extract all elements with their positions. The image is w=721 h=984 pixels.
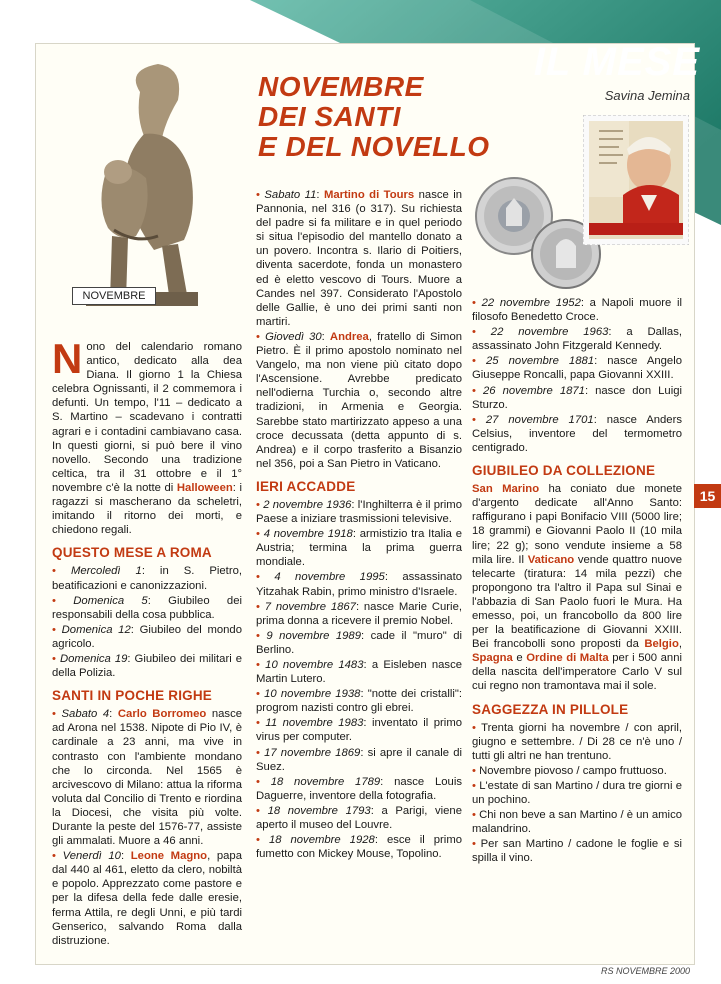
proverb-text: Per san Martino / cadone le foglie e si spilla il vino. — [472, 838, 683, 865]
list-item: • 9 novembre 1989: cade il "muro" di Berlino. — [256, 629, 463, 656]
item-date: Venerdì 10 — [62, 850, 121, 863]
item-text: : Giubileo dei responsabili della cosa pubblica. — [52, 594, 242, 621]
item-text: : a Eisleben nasce Martin Lutero. — [256, 659, 462, 686]
headline-line: NOVEMBRE — [258, 71, 424, 102]
page-number-tab: 15 — [694, 484, 721, 508]
paragraph-text: ha coniato due monete d'argento dedicate all'Anno Santo: raffigurano i papi Bonifacio VIII (5000 lire; 18 grammi) e Giovanni Paolo II (10 mila lire; 22 g); sono vendute insieme a 58 mila lire. Il — [472, 483, 682, 566]
item-date: 18 novembre 1789 — [270, 775, 381, 788]
headline-line: DEI SANTI — [258, 101, 401, 132]
list-item: • Sabato 4: Carlo Borromeo nasce ad Arona nel 1538. Nipote di Pio IV, è cardinale a 23 anni, ma vive in contrasto con l'ambiente mondano che lo circonda. Nel 1565 è arcivescovo di Milano: attua la riforma voluta dal Concilio di Trento e riordina la Diocesi, che visita più volte. Durante la peste del 1576-77, assiste gli ammalati. Muore a 46 anni. — [52, 708, 242, 848]
item-date: 2 novembre 1936 — [263, 498, 352, 511]
list-item: • 18 novembre 1793: a Parigi, viene aperto il museo del Louvre. — [256, 804, 462, 832]
item-date: 27 novembre 1701 — [485, 413, 594, 426]
item-date: 22 novembre 1963 — [490, 326, 609, 339]
dropcap: N — [52, 335, 83, 382]
headline-line: E DEL NOVELLO — [258, 131, 490, 162]
keyword: Belgio — [644, 638, 679, 651]
item-text: : nasce don Luigi Sturzo. — [472, 384, 683, 411]
heading-ieri-accadde: IERI ACCADDE — [256, 478, 356, 494]
item-text: : a Dallas, assassinato John Fitzgerald Kennedy. — [472, 326, 683, 353]
list-item: • Venerdì 10: Leone Magno, papa dal 440 al 461, eletto da clero, nobiltà e popolo. Apprezzato come pastore e per la difesa della fede dalle eresie, ferma Attila, re degli Unni, e più tardi Genserico, salvando Roma dalla distruzione. — [52, 850, 242, 947]
item-text: , papa dal 440 al 461, eletto da clero, nobiltà e popolo. Apprezzato come pastore e per la difesa della fede dalle eresie, ferma Attila, re degli Unni, e più tardi Genserico, salvando Roma dalla distruzione. — [52, 850, 242, 947]
item-date: 25 novembre 1881 — [486, 355, 595, 368]
section-title: IL MESE — [533, 40, 700, 84]
proverb-text: Novembre piovoso / campo fruttuoso. — [479, 764, 667, 777]
item-text: : a Parigi, viene aperto il museo del Louvre. — [256, 804, 462, 832]
item-text: : in S. Pietro, beatificazioni e canonizzazioni. — [52, 565, 243, 592]
item-text: : a Napoli muore il filosofo Benedetto Croce. — [472, 297, 682, 324]
item-date: 22 novembre 1952 — [481, 297, 581, 309]
item-date: 7 novembre 1867 — [264, 600, 356, 613]
item-date: Mercoledì 1 — [70, 565, 142, 578]
proverb-item: • L'estate di san Martino / dura tre giorni e un pochino. — [472, 780, 683, 807]
page-footer: RS NOVEMBRE 2000 — [600, 966, 690, 976]
article-headline — [258, 72, 528, 162]
intro-paragraph — [52, 335, 242, 537]
list-item: • 22 novembre 1952: a Napoli muore il filosofo Benedetto Croce. — [472, 297, 682, 324]
saint-name: Carlo Borromeo — [117, 708, 207, 721]
proverb-item: • Novembre piovoso / campo fruttuoso. — [472, 764, 667, 777]
heading-santi: SANTI IN POCHE RIGHE — [52, 688, 213, 704]
list-item: • Domenica 5: Giubileo dei responsabili della cosa pubblica. — [52, 594, 242, 621]
item-text: : cade il "muro" di Berlino. — [256, 629, 463, 656]
proverb-text: Chi non beve a san Martino / è un amico malandrino. — [472, 809, 682, 836]
list-item: • Domenica 19: Giubileo dei militari e della Polizia. — [52, 652, 243, 680]
item-date: Sabato 11 — [264, 189, 317, 201]
keyword-halloween: Halloween — [176, 481, 233, 494]
stamp-illustration — [583, 115, 689, 245]
item-date: Domenica 5 — [73, 594, 148, 607]
item-date: Domenica 12 — [61, 623, 131, 636]
statue-label: NOVEMBRE — [72, 287, 156, 305]
keyword: Spagna — [472, 652, 513, 665]
item-date: 10 novembre 1483 — [265, 659, 364, 671]
list-item: • 17 novembre 1869: si apre il canale di Suez. — [256, 746, 463, 773]
keyword: Ordine di Malta — [526, 652, 609, 665]
author-byline: Savina Jemina — [604, 88, 690, 103]
proverb-item: • Trenta giorni ha novembre / con april, giugno e settembre. / Di 28 ce n'è uno / tutti gli altri ne han trentuno. — [472, 721, 683, 762]
item-date: 9 novembre 1989 — [266, 629, 361, 642]
column-right — [472, 296, 682, 867]
list-item: • 18 novembre 1789: nasce Louis Daguerre, inventore della fotografia. — [256, 775, 462, 802]
paragraph-text: vende quattro nuove telecarte (tiratura: 14 mila pezzi) che propongono tra l'altro il Papa sul Sinai e l'abbazia di San Paolo fuori le Mura. Ha emesso, poi, un francobollo da 800 lire per la beatificazione di Giovanni XXIII. Bei francobolli sono proposti da — [472, 553, 682, 651]
paragraph-text: , — [678, 638, 682, 651]
item-text: : armistizio tra Italia e Austria; termina la prima guerra mondiale. — [256, 528, 462, 569]
proverb-text: Trenta giorni ha novembre / con april, giugno e settembre. / Di 28 ce n'è uno / tutti gli altri ne han trentuno. — [472, 721, 683, 762]
heading-questo-mese: QUESTO MESE A ROMA — [52, 545, 212, 561]
item-date: 26 novembre 1871 — [482, 384, 585, 397]
item-date: 10 novembre 1938 — [264, 688, 361, 701]
list-item: • 4 novembre 1918: armistizio tra Italia e Austria; termina la prima guerra mondiale. — [256, 528, 462, 569]
heading-giubileo: GIUBILEO DA COLLEZIONE — [472, 463, 656, 479]
item-text: : nasce Louis Daguerre, inventore della fotografia. — [256, 775, 462, 802]
saint-name: Leone Magno — [130, 850, 208, 863]
intro-text: : i ragazzi si mascherano da scheletri, imitando il ritorno dei morti, e chiedono regali. — [52, 481, 242, 537]
item-date: 4 novembre 1995 — [274, 571, 385, 584]
list-item: • 22 novembre 1963: a Dallas, assassinato John Fitzgerald Kennedy. — [472, 326, 683, 353]
item-text: : si apre il canale di Suez. — [256, 746, 463, 773]
list-item: • 7 novembre 1867: nasce Marie Curie, prima donna a ricevere il premio Nobel. — [256, 600, 462, 627]
list-item: • 27 novembre 1701: nasce Anders Celsius, inventore del termometro centigrado. — [472, 413, 683, 454]
list-item: • 26 novembre 1871: nasce don Luigi Sturzo. — [472, 384, 683, 411]
heading-saggezza: SAGGEZZA IN PILLOLE — [472, 701, 629, 717]
item-date: Domenica 19 — [59, 652, 128, 665]
item-date: 18 novembre 1928 — [268, 834, 375, 847]
list-item: • 25 novembre 1881: nasce Angelo Giuseppe Roncalli, papa Giovanni XXIII. — [472, 355, 683, 382]
item-text: : nasce Angelo Giuseppe Roncalli, papa Giovanni XXIII. — [472, 355, 683, 382]
item-text: : esce il primo fumetto con Mickey Mouse, Topolino. — [256, 834, 463, 861]
list-item: • 2 novembre 1936: l'Inghilterra è il primo Paese a iniziare trasmissioni televisive. — [256, 498, 462, 526]
list-item: • 10 novembre 1938: "notte dei cristalli": progrom nazisti contro gli ebrei. — [256, 688, 462, 715]
keyword: San Marino — [472, 483, 540, 496]
item-date: Giovedì 30 — [265, 330, 322, 343]
item-text: : Giubileo dei militari e della Polizia. — [52, 652, 243, 680]
item-text: : nasce Anders Celsius, inventore del termometro centigrado. — [472, 413, 683, 454]
proverb-text: L'estate di san Martino / dura tre giorni e un pochino. — [472, 780, 683, 807]
column-middle — [256, 188, 462, 862]
statue-illustration — [66, 60, 206, 310]
list-item: • 18 novembre 1928: esce il primo fumetto con Mickey Mouse, Topolino. — [256, 834, 463, 861]
saint-name: Martino di Tours — [323, 189, 415, 201]
item-date: Sabato 4 — [61, 708, 110, 721]
list-item: • 4 novembre 1995: assassinato Yitzahak Rabin, primo ministro d'Israele. — [256, 571, 463, 598]
item-text: nasce ad Arona nel 1538. Nipote di Pio IV, è cardinale a 23 anni, ma vive in contrasto con l'ambiente mondano che lo circonda. Nel 1565 è arcivescovo di Milano: attua la riforma voluta dal Concilio di Trento e riordina la Diocesi, che visita più volte. Durante la peste del 1576-77, assiste gli ammalati. Muore a 46 anni. — [52, 708, 242, 848]
item-text: , fratello di Simon Pietro. È il primo apostolo nominato nel Vangelo, ma non viene più citato dopo l'Ascensione. Avrebbe predicato nell'odierna Turchia o, secondo altre tradizioni, in Armenia e Georgia. Sarebbe stato martirizzato appeso a una croce decussata (detta appunto di s. Andrea) e il corpo trasferito a Bisanzio nel 356, poi a San Pietro in Vaticano. — [256, 330, 463, 470]
item-date: 18 novembre 1793 — [267, 804, 371, 817]
list-item: • Mercoledì 1: in S. Pietro, beatificazioni e canonizzazioni. — [52, 565, 243, 592]
giubileo-paragraph — [472, 482, 682, 693]
proverb-item: • Per san Martino / cadone le foglie e si spilla il vino. — [472, 838, 683, 865]
saint-name: Andrea — [329, 330, 369, 343]
item-text: : inventato il primo virus per computer. — [256, 717, 463, 744]
item-text: : nasce Marie Curie, prima donna a ricevere il premio Nobel. — [256, 600, 462, 627]
item-text: : "notte dei cristalli": progrom nazisti contro gli ebrei. — [256, 688, 462, 715]
list-item: • Domenica 12: Giubileo del mondo agricolo. — [52, 623, 243, 650]
paragraph-text: per i 500 anni della nascita dell'imperatore Carlo V sul cui regno non tramontava mai il sole. — [472, 652, 682, 693]
list-item: • 11 novembre 1983: inventato il primo virus per computer. — [256, 717, 463, 744]
list-item: • 10 novembre 1483: a Eisleben nasce Martin Lutero. — [256, 659, 462, 686]
column-left — [52, 335, 243, 949]
keyword: Vaticano — [527, 553, 575, 566]
list-item: • Giovedì 30: Andrea, fratello di Simon Pietro. È il primo apostolo nominato nel Vangelo, ma non viene più citato dopo l'Ascensione. Avrebbe predicato nell'odierna Turchia o, secondo altre tradizioni, in Armenia e Georgia. Sarebbe stato martirizzato appeso a una croce decussata (detta appunto di s. Andrea) e il corpo trasferito a Bisanzio nel 356, poi a San Pietro in Vaticano. — [256, 330, 463, 470]
item-date: 4 novembre 1918 — [263, 528, 353, 541]
proverb-item: • Chi non beve a san Martino / è un amico malandrino. — [472, 809, 682, 836]
intro-text: ono del calendario romano antico, dedicato alla dea Diana. Il giorno 1 la Chiesa celebra Ognissanti, il 2 commemora i defunti. Un tempo, l'11 – dedicato a S. Martino – scadevano i contratti agrari e i contadini cambiavano casa. In questi giorni, si può bere il vino novello. Secondo una tradizione celtica, tra il 31 ottobre e il 1° novembre c'è la notte di — [52, 341, 242, 494]
item-date: 17 novembre 1869 — [264, 746, 361, 759]
item-text: nasce in Pannonia, nel 316 (o 317). Su richiesta del padre si fa militare e in quel periodo si situa l'episodio del mantello donato a un povero. Incontra s. Ilario di Poitiers, diventa sacerdote, fonda un monastero ed è eletto vescovo di Tours. Muore a Candes nel 397. Considerato l'Apostolo delle Gallie, è uno dei primi santi non martiri. — [256, 189, 462, 328]
item-text: : l'Inghilterra è il primo Paese a iniziare trasmissioni televisive. — [256, 498, 462, 526]
paragraph-text: e — [512, 652, 527, 665]
item-text: : assassinato Yitzahak Rabin, primo ministro d'Israele. — [256, 571, 463, 598]
item-date: 11 novembre 1983 — [265, 717, 364, 730]
item-text: : Giubileo del mondo agricolo. — [52, 623, 243, 650]
list-item: • Sabato 11: Martino di Tours nasce in Pannonia, nel 316 (o 317). Su richiesta del padre si fa militare e in quel periodo si situa l'episodio del mantello donato a un povero. Incontra s. Ilario di Poitiers, diventa sacerdote, fonda un monastero ed è eletto vescovo di Tours. Muore a Candes nel 397. Considerato l'Apostolo delle Gallie, è uno dei primi santi non martiri. — [256, 189, 462, 328]
